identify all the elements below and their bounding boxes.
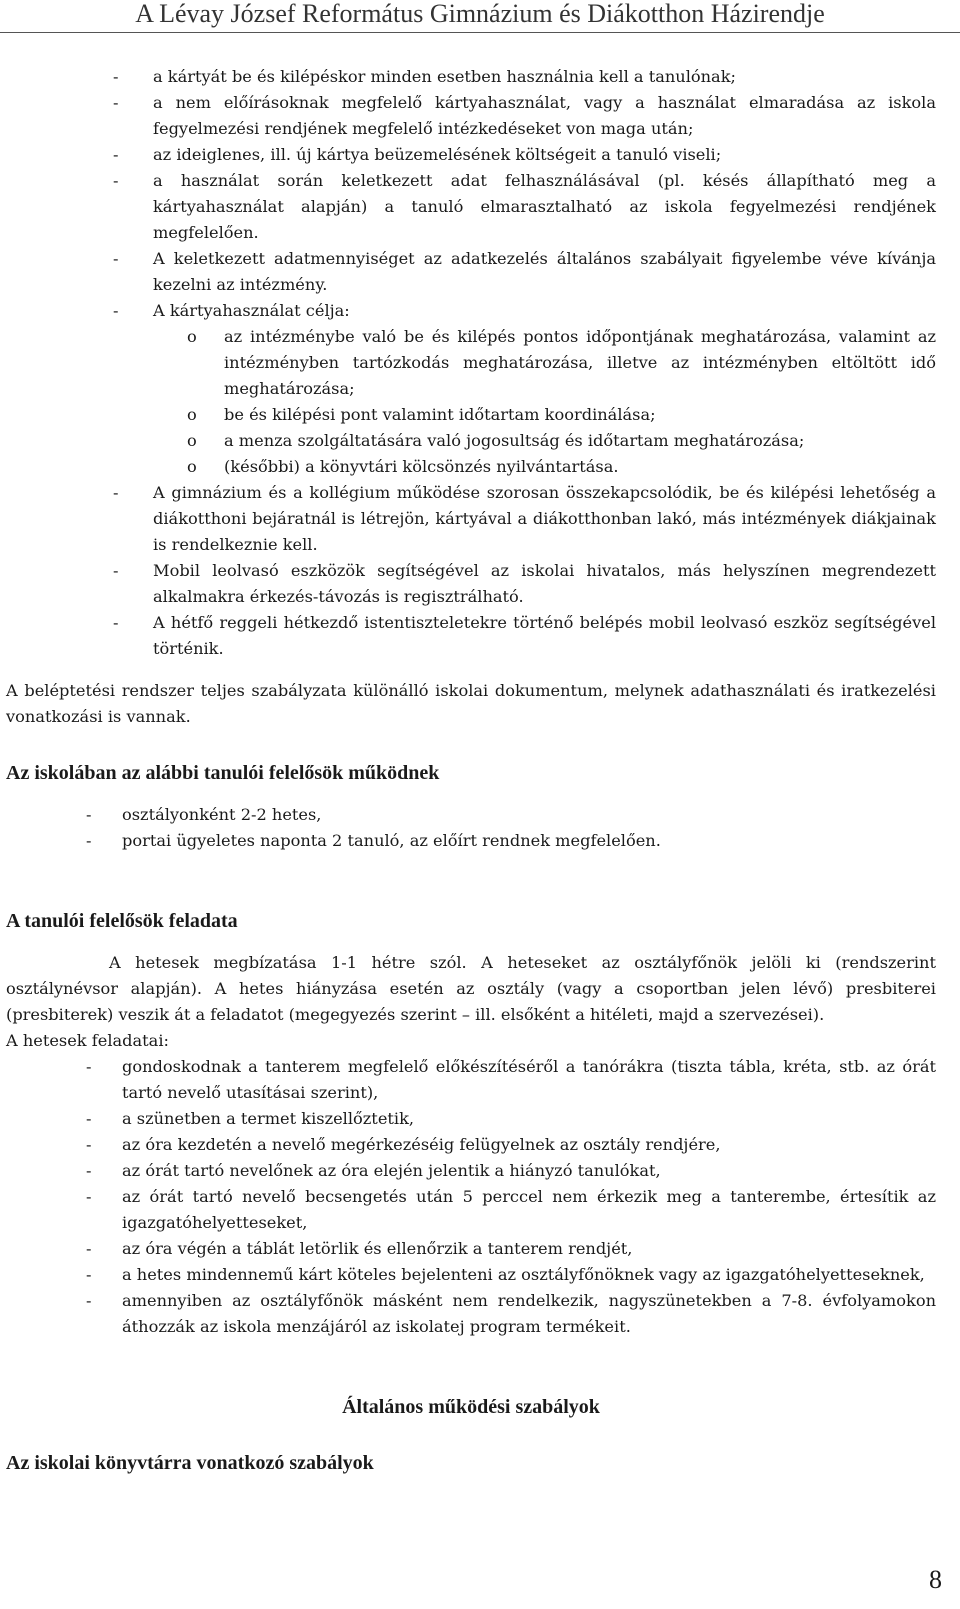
- header-title: A Lévay József Református Gimnázium és Diákotthon Házirendje: [135, 0, 825, 28]
- page-number: 8: [929, 1565, 942, 1594]
- section-heading-duties: A tanulói felelősök feladata: [6, 910, 238, 932]
- list-item: - Mobil leolvasó eszközök segítségével az iskolai hivatalos, más helyszínen megrendezett alkalmakra érkezés-távozás is regisztrálható.: [113, 561, 936, 606]
- list-item: - A hétfő reggeli hétkezdő istentiszteletekre történő belépés mobil leolvasó eszköz segítségével történik.: [113, 613, 936, 658]
- document-body: [6, 64, 936, 1476]
- list-item: - a kártyát be és kilépéskor minden esetben használnia kell a tanulónak;: [113, 67, 736, 86]
- list-item: o (későbbi) a könyvtári kölcsönzés nyilvántartása.: [187, 457, 619, 476]
- card-purposes-list: [6, 324, 936, 480]
- list-item: - a nem előírásoknak megfelelő kártyahasználat, vagy a használat elmaradása az iskola fegyelmezési rendjének megfelelő intézkedéseket von maga után;: [113, 93, 936, 138]
- list-item: - A gimnázium és a kollégium működése szorosan összekapcsolódik, be és kilépési lehetőség a diákotthoni bejáratnál is létrejön, kártyával a diákotthonban lakó, más intézmények diákjainak is rendelkeznie kell.: [113, 483, 936, 554]
- section-heading-monitors: Az iskolában az alábbi tanulói felelősök működnek: [6, 762, 440, 784]
- list-item: - az órát tartó nevelő becsengetés után 5 perccel nem érkezik meg a tanterembe, értesítik az igazgatóhelyetteseket,: [86, 1187, 936, 1232]
- page-header: [0, 0, 960, 33]
- monitors-list: [6, 802, 936, 854]
- card-rules-more-list: [6, 480, 936, 662]
- list-item: - az óra végén a táblát letörlik és ellenőrzik a tanterem rendjét,: [86, 1239, 633, 1258]
- list-item: - A kártyahasználat célja:: [113, 301, 350, 320]
- list-item: - a használat során keletkezett adat felhasználásával (pl. késés állapítható meg a kártyahasználat alapján) a tanuló elmarasztalható az iskola fegyelmezési rendjének megfelelően.: [113, 171, 936, 242]
- list-item: - az ideiglenes, ill. új kártya beüzemelésének költségeit a tanuló viseli;: [113, 145, 722, 164]
- list-item: - a szünetben a termet kiszellőztetik,: [86, 1109, 415, 1128]
- list-item: - portai ügyeletes naponta 2 tanuló, az előírt rendnek megfelelően.: [86, 831, 661, 850]
- tasks-label: A hetesek feladatai:: [6, 1031, 169, 1050]
- list-item: - a hetes mindennemű kárt köteles bejelenteni az osztályfőnöknek vagy az igazgatóhelyetteseknek,: [86, 1265, 925, 1284]
- list-item: - amennyiben az osztályfőnök másként nem rendelkezik, nagyszünetekben a 7-8. évfolyamokon áthozzák az iskola menzájáról az iskolatej program termékeit.: [86, 1291, 936, 1336]
- list-item: - gondoskodnak a tanterem megfelelő előkészítéséről a tanórákra (tiszta tábla, kréta, stb. az órát tartó nevelő utasításai szerint),: [86, 1057, 936, 1102]
- list-item: - az óra kezdetén a nevelő megérkezéséig felügyelnek az osztály rendjére,: [86, 1135, 721, 1154]
- list-item: o az intézménybe való be és kilépés pontos időpontjának meghatározása, valamint az intézményben tartózkodás meghatározása, illetve az intézményben eltöltött idő meghatározása;: [187, 327, 936, 398]
- section-heading-general: Általános működési szabályok: [342, 1396, 600, 1418]
- list-item: - osztályonként 2-2 hetes,: [86, 805, 322, 824]
- list-item: - A keletkezett adatmennyiséget az adatkezelés általános szabályait figyelembe véve kívánja kezelni az intézmény.: [113, 249, 936, 294]
- list-item: o a menza szolgáltatására való jogosultság és időtartam meghatározása;: [187, 431, 805, 450]
- card-rules-list: [6, 64, 936, 324]
- list-item: - az órát tartó nevelőnek az óra elején jelentik a hiányzó tanulókat,: [86, 1161, 661, 1180]
- duties-intro: A hetesek megbízatása 1-1 hétre szól. A heteseket az osztályfőnök jelöli ki (rendszerint osztálynévsor alapján). A hetes hiányzása esetén az osztály (vagy a csoportban jelen lévő) presbiterei (presbiterek) veszik át a feladatot (megegyezés szerint – ill. elsőként a hitéleti, majd a szervezései).: [6, 953, 936, 1024]
- tasks-list: [6, 1054, 936, 1340]
- section-heading-library: Az iskolai könyvtárra vonatkozó szabályok: [6, 1452, 374, 1474]
- list-item: o be és kilépési pont valamint időtartam koordinálása;: [187, 405, 656, 424]
- entry-system-note: A beléptetési rendszer teljes szabályzata különálló iskolai dokumentum, melynek adathasználati és iratkezelési vonatkozási is vannak.: [6, 681, 936, 726]
